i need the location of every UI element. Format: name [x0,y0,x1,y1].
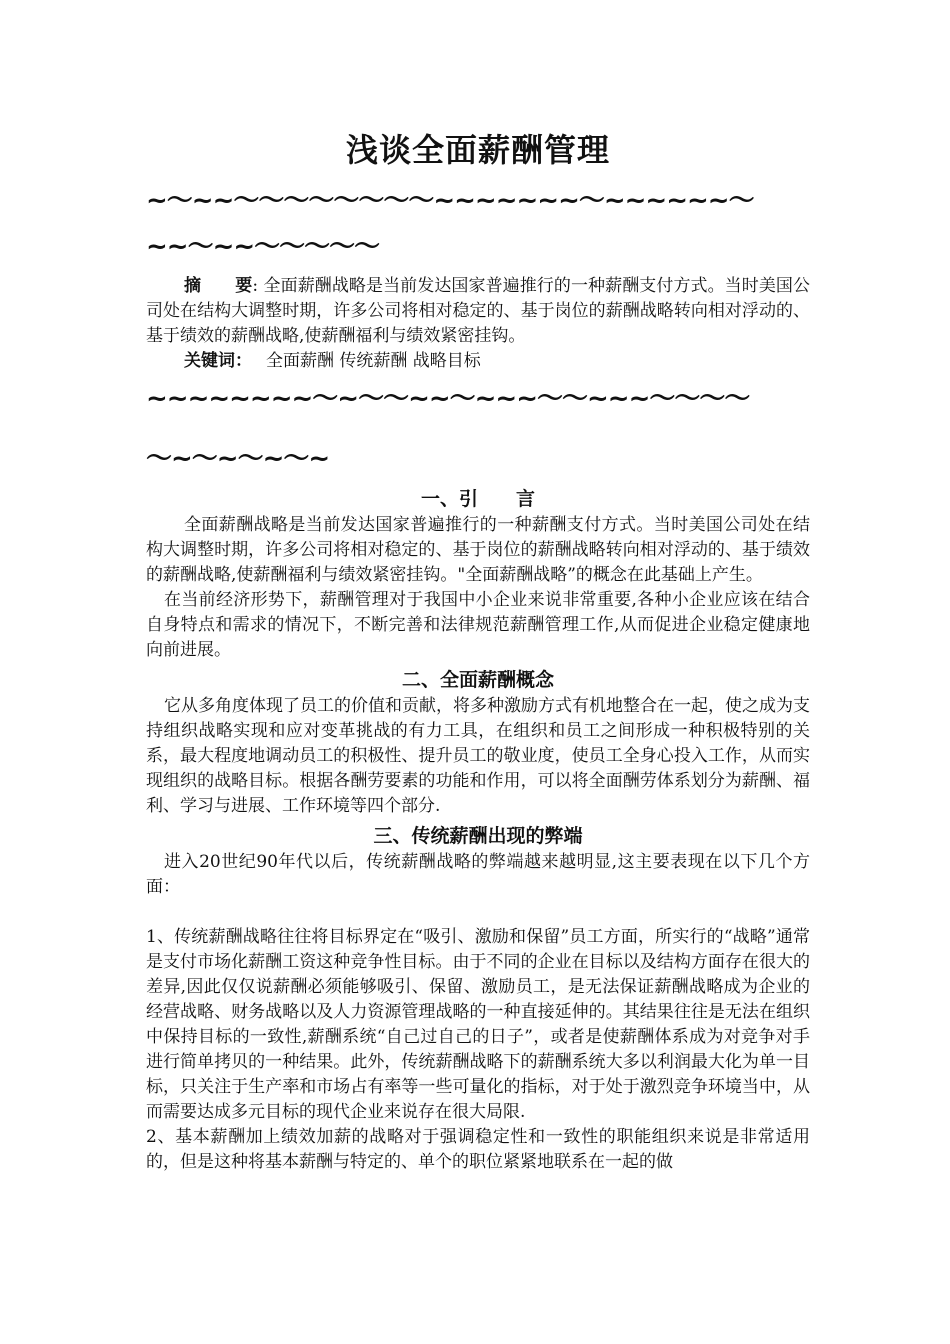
body-paragraph: 它从多角度体现了员工的价值和贡献，将多种激励方式有机地整合在一起，使之成为支持组织战略实现和应对变革挑战的有力工具，在组织和员工之间形成一种积极特别的关系，最大程度地调动员工的积极性、提升员工的敬业度，使员工全身心投入工作，从而实现组织的战略目标。根据各酬劳要素的功能和作用，可以将全面酬劳体系划分为薪酬、福利、学习与进展、工作环境等四个部分. [146,696,810,816]
document-title: 浅谈全面薪酬管理 [345,131,610,169]
body-paragraph: 进入20世纪90年代以后，传统薪酬战略的弊端越来越明显,这主要表现在以下几个方面： [146,852,810,897]
decorative-wave-line: ~~~~~~~~〜~〜〜~~〜~~~〜〜~~~〜〜〜〜 [146,384,750,414]
abstract-text: : 全面薪酬战略是当前发达国家普遍推行的一种薪酬支付方式。当时美国公司处在结构大调整时期，许多公司将相对稳定的、基于岗位的薪酬战略转向相对浮动的、基于绩效的薪酬战略,使薪酬福利与绩效紧密挂钩。 [146,276,810,346]
abstract-label: 摘 要 [184,276,253,296]
body-paragraph: 在当前经济形势下，薪酬管理对于我国中小企业来说非常重要,各种小企业应该在结合自身特点和需求的情况下，不断完善和法律规范薪酬管理工作,从而促进企业稳定健康地向前进展。 [146,590,810,660]
section-heading-concept: 二、全面薪酬概念 [401,669,554,691]
list-item: 2、基本薪酬加上绩效加薪的战略对于强调稳定性和一致性的职能组织来说是非常适用的，但是这种将基本薪酬与特定的、单个的职位紧紧地联系在一起的做 [146,1127,810,1172]
abstract-paragraph [146,274,810,349]
keywords-line [146,349,810,374]
keywords-text: 全面薪酬 传统薪酬 战略目标 [266,351,481,371]
keywords-label: 关键词： [184,351,252,371]
decorative-wave-line: 〜~〜~〜~〜~ [146,444,330,474]
section-heading-introduction: 一、引 言 [420,488,535,510]
list-item: 1、传统薪酬战略往往将目标界定在“吸引、激励和保留”员工方面，所实行的“战略”通常是支付市场化薪酬工资这种竞争性目标。由于不同的企业在目标以及结构方面存在很大的差异,因此仅仅说薪酬必须能够吸引、保留、激励员工，是无法保证薪酬战略成为企业的经营战略、财务战略以及人力资源管理战略的一种直接延伸的。其结果往往是无法在组织中保持目标的一致性,薪酬系统“自己过自己的日子”，或者是使薪酬体系成为对竞争对手进行简单拷贝的一种结果。此外，传统薪酬战略下的薪酬系统大多以利润最大化为单一目标，只关注于生产率和市场占有率等一些可量化的指标，对于处于激烈竞争环境当中，从而需要达成多元目标的现代企业来说存在很大局限. [146,927,810,1122]
body-paragraph: 全面薪酬战略是当前发达国家普遍推行的一种薪酬支付方式。当时美国公司处在结构大调整时期，许多公司将相对稳定的、基于岗位的薪酬战略转向相对浮动的、基于绩效的薪酬战略,使薪酬福利与绩效紧密挂钩。"全面薪酬战略”的概念在此基础上产生。 [146,515,810,585]
decorative-wave-line: ~~〜~~〜〜〜〜〜 [146,232,380,262]
decorative-wave-line: ~〜~~〜〜〜〜〜〜〜〜~~~~~~~〜~~~~~~〜 [146,186,754,216]
paragraph-gap [146,900,810,925]
section-heading-drawbacks: 三、传统薪酬出现的弊端 [373,825,583,847]
